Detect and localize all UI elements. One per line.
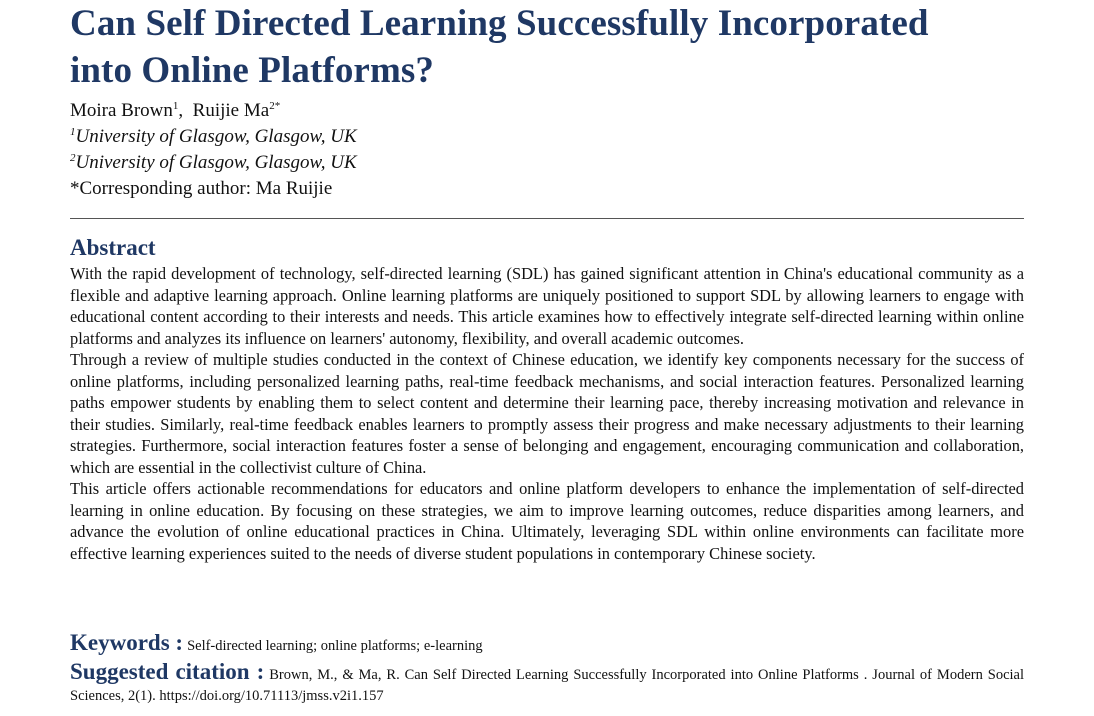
abstract-body <box>70 263 1024 564</box>
section-divider <box>70 218 1024 219</box>
corresponding-author: *Corresponding author: Ma Ruijie <box>70 178 333 199</box>
title-line-2: into Online Platforms? <box>70 50 434 91</box>
author-name: Ruijie Ma <box>192 100 270 121</box>
title-line-1: Can Self Directed Learning Successfully Incorporated <box>70 3 929 44</box>
author-affiliation-marker: 1 <box>172 100 179 112</box>
affiliation-text: University of Glasgow, Glasgow, UK <box>75 152 357 173</box>
affiliation-marker: 2 <box>70 152 76 164</box>
author-name: Moira Brown <box>70 100 173 121</box>
paper-title <box>70 0 1024 94</box>
abstract-paragraph: This article offers actionable recommendations for educators and online platform developers to enhance the implementation of self-directed learning in online education. By focusing on these strategies, we aim to improve learning outcomes, reduce disparities among learners, and advance the evolution of online educational practices in China. Ultimately, leveraging SDL within online environments can facilitate more effective learning experiences suited to the needs of diverse student populations in contemporary Chinese society. <box>70 479 1024 563</box>
abstract-heading: Abstract <box>70 235 156 260</box>
author-affiliation-marker: 2* <box>269 100 281 112</box>
citation-text: Brown, M., & Ma, R. Can Self Directed Learning Successfully Incorporated into Online Platforms . Journal of Modern Social Sciences, 2(1). https://doi.org/10.71113/jmss.v2i1.157 <box>70 667 1025 704</box>
keywords-label: Keywords : <box>70 630 184 655</box>
keywords-text: Self-directed learning; online platforms; e-learning <box>187 638 483 654</box>
abstract-paragraph: With the rapid development of technology, self-directed learning (SDL) has gained significant attention in China's educational community as a flexible and adaptive learning approach. Online learning platforms are uniquely positioned to support SDL by allowing learners to engage with educational content according to their interests and needs. This article examines how to effectively integrate self-directed learning within online platforms and analyzes its influence on learners' autonomy, flexibility, and overall academic outcomes. <box>70 264 1024 348</box>
affiliation <box>70 124 1024 150</box>
paper-page <box>70 0 1025 704</box>
author-separator: , <box>178 100 193 121</box>
keywords-line <box>70 630 1024 656</box>
author-list <box>70 98 1024 124</box>
affiliation-text: University of Glasgow, Glasgow, UK <box>75 126 357 147</box>
abstract-paragraph: Through a review of multiple studies conducted in the context of Chinese education, we identify key components necessary for the success of online platforms, including personalized learning paths, real-time feedback mechanisms, and social interaction features. Personalized learning paths empower students by enabling them to select content and determine their learning pace, thereby increasing motivation and relevance in their studies. Similarly, real-time feedback enables learners to promptly assess their progress and make necessary adjustments to their learning strategies. Furthermore, social interaction features foster a sense of belonging and engagement, encouraging communication and collaboration, which are essential in the collectivist culture of China. <box>70 350 1024 477</box>
citation-label: Suggested citation : <box>70 659 265 684</box>
suggested-citation <box>70 660 1024 707</box>
affiliation <box>70 150 1024 176</box>
affiliation-marker: 1 <box>70 126 76 138</box>
